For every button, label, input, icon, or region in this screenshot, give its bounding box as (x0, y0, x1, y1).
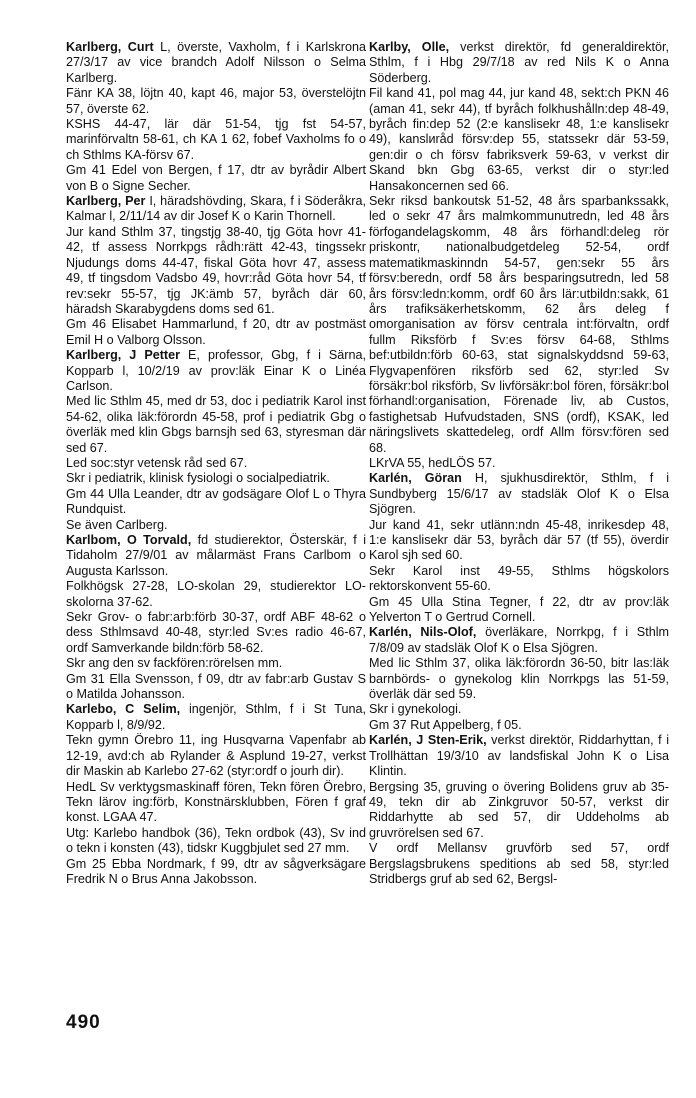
entry-name: Karlby, Olle, (369, 40, 450, 54)
entry-paragraph (66, 857, 366, 888)
entry-text: Sekr Karol inst 49-55, Sthlms högskolors rektorskonvent 55-60. (369, 563, 669, 594)
biography-entry (369, 40, 669, 471)
right-column (369, 40, 669, 887)
entry-name: Karlebo, C Selim, (66, 702, 181, 717)
entry-paragraph (66, 225, 366, 317)
entry-first-paragraph (369, 625, 669, 656)
biography-entry (66, 533, 366, 702)
entry-text: Gm 44 Ulla Leander, dtr av godsägare Olof L o Thyra Rundquist. (66, 486, 366, 517)
entry-text: Folkhögsk 27-28, LO-skolan 29, studierektor LO-skolorna 37-62. (66, 579, 366, 609)
biography-entry (369, 625, 669, 733)
entry-paragraph (66, 163, 366, 194)
entry-paragraph (66, 579, 366, 610)
biography-entry (369, 471, 669, 625)
entry-paragraph (66, 672, 366, 703)
entry-paragraph (66, 487, 366, 518)
entry-first-paragraph (66, 40, 366, 86)
entry-text: verkst direktör, fd generaldirektör, Sthlm, f i Hbg 29/7/18 av red Nils K o Anna Söderberg. (369, 40, 669, 85)
entry-paragraph (66, 471, 366, 486)
biography-entry (66, 194, 366, 348)
entry-first-paragraph (66, 348, 366, 394)
entry-text: Med lic Sthlm 37, olika läk:förordn 36-50, bitr las:läk barnbörds- o gynekolog klin Norrkpgs las 51-59, överläk där sed 59. (369, 656, 669, 702)
entry-name: Karlén, Nils-Olof, (369, 625, 477, 640)
entry-paragraph (66, 518, 366, 533)
left-column (66, 40, 366, 887)
entry-paragraph (369, 456, 669, 471)
entry-first-paragraph (369, 471, 669, 517)
entry-paragraph (66, 780, 366, 826)
entry-paragraph (66, 394, 366, 456)
entry-name: Karlberg, Per (66, 194, 146, 209)
entry-text: Skr i gynekologi. (369, 702, 462, 717)
entry-text: Jur kand Sthlm 37, tingstjg 38-40, tjg Göta hovr 41-42, tf assess Norrkpgs rådh:rätt 42-43, tingssekr Njudungs doms 44-47, fiskal Göta hovr 47, assess 49, tf tingsdom Vadsbo 49, hovr:råd Göta hovr 54, tf rev:sekr 55-57, tjg JK:ämb 57, byråch där 60, häradsh Skarabygdens doms sed 61. (66, 224, 366, 316)
biography-entry (66, 40, 366, 194)
entry-text: Med lic Sthlm 45, med dr 53, doc i pediatrik Karol inst 54-62, olika läk:förordn 45-58, prof i pediatrik Gbg o överläk med klin Gbgs barnsjh sed 63, styresman där sed 67. (66, 394, 366, 455)
biography-entry (66, 348, 366, 533)
entry-paragraph (369, 194, 669, 456)
entry-text: H, sjukhusdirektör, Sthlm, f i Sundbyberg 15/6/17 av stadsläk Olof K o Elsa Sjögren. (369, 471, 670, 517)
entry-paragraph (66, 117, 366, 163)
entry-paragraph (369, 718, 669, 733)
entry-paragraph (66, 656, 366, 671)
entry-name: Karlberg, Curt (66, 40, 154, 54)
entry-paragraph (369, 780, 669, 842)
entry-text: Sekr riksd bankoutsk 51-52, 48 års sparbankssakk, led o sekr 47 års malmkommunutredn, led 48 års förfogandelagskomm, 48 års förhandl:deleg rör priskontr, nationalbudgetdeleg 52-54, ordf matematikmaskinndn 54-57, gen:sekr 55 års försv:beredn, ordf 58 års besparingsutredn, led 58 års försv:ledn:komm, ordf 60 års lär:utbildn:sakk, 61 års trafiksäkerhetskomm, 62 års deleg f omorganisation av försv centrala int:förvaltn, ordf fullm Riksförb f Sv:es försv 64-68, Sthlms bef:utbildn:förb 60-63, stat signalskyddsnd 59-63, Flygvapenfören riksförb sed 62, styr:led Sv försäkr:bol riksförb, Sv livförsäkr:bol fören, försäkr:bol förhandl:organisation, Förenade liv, ab Custos, fastighetsab Hufvudstaden, SNS (ordf), KSAK, led näringslivets skattedeleg, ordf Allm försv:fören sed 68. (369, 194, 669, 455)
entry-text: Jur kand 41, sekr utlänn:ndn 45-48, inrikesdep 48, 1:e kanslisekr där 53, byråch där 57 (tf 55), överdir Karol sjh sed 60. (369, 517, 669, 563)
entry-text: Fänr KA 38, löjtn 40, kapt 46, major 53, överstelöjtn 57, överste 62. (66, 86, 366, 116)
entry-paragraph (369, 656, 669, 702)
entry-paragraph (369, 518, 669, 564)
entry-text: Tekn gymn Örebro 11, ing Husqvarna Vapenfabr ab 12-19, avd:ch ab Rylander & Asplund 19-27, verkst dir Maskin ab Karlebo 27-62 (styr:ordf o jourh dir). (66, 733, 366, 779)
entry-paragraph (66, 610, 366, 656)
entry-text: ingenjör, Sthlm, f i St Tuna, Kopparb l, 8/9/92. (66, 702, 366, 732)
entry-text: Skr ang den sv fackfören:rörelsen mm. (66, 656, 283, 671)
entry-text: E, professor, Gbg, f i Särna, Kopparb l, 10/2/19 av prov:läk Einar K o Linéa Carlson. (66, 348, 366, 393)
entry-text: V ordf Mellansv gruvförb sed 57, ordf Bergslagsbrukens speditions ab sed 58, styr:led Stridbergs gruf ab sed 62, Bergsl- (369, 841, 669, 886)
entry-paragraph (369, 564, 669, 595)
entry-text: Sekr Grov- o fabr:arb:förb 30-37, ordf ABF 48-62 o dess Sthlmsavd 40-48, styr:led Sv:es radio 46-67, ordf Samverkande bildn:förb 58-62. (66, 610, 366, 655)
entry-text: Bergsing 35, gruving o övering Bolidens gruv ab 35-49, tekn dir ab Zinkgruvor 50-57, verkst dir Riddarhytte ab sed 57, dir Uddeholms ab gruvrörelsen sed 67. (369, 779, 669, 840)
entry-name: Karlbom, O Torvald, (66, 533, 192, 547)
entry-text: Gm 45 Ulla Stina Tegner, f 22, dtr av prov:läk Yelverton T o Gertrud Cornell. (369, 594, 669, 625)
entry-text: överläkare, Norrkpg, f i Sthlm 7/8/09 av stadsläk Olof K o Elsa Sjögren. (369, 625, 670, 655)
entry-first-paragraph (66, 194, 366, 225)
entry-text: verkst direktör, Riddarhyttan, f i Trollhättan 19/3/10 av landsfiskal John K o Lisa Klintin. (369, 733, 669, 779)
entry-paragraph (369, 841, 669, 887)
entry-text: Gm 41 Edel von Bergen, f 17, dtr av byrådir Albert von B o Signe Secher. (66, 163, 366, 193)
entry-paragraph (66, 733, 366, 779)
entry-paragraph (369, 86, 669, 194)
entry-paragraph (66, 456, 366, 471)
entry-first-paragraph (369, 733, 669, 779)
biography-entry (369, 733, 669, 887)
entry-text: fd studierektor, Österskär, f i Tidaholm 27/9/01 av målarmäst Frans Carlbom o Augusta Karlsson. (66, 533, 366, 578)
entry-name: Karlberg, J Petter (66, 348, 181, 363)
entry-text: Gm 25 Ebba Nordmark, f 99, dtr av sågverksägare Fredrik N o Brus Anna Jakobsson. (66, 856, 366, 886)
entry-text: Led soc:styr vetensk råd sed 67. (66, 455, 248, 470)
page-number: 490 (66, 1012, 101, 1033)
entry-text: Gm 37 Rut Appelberg, f 05. (369, 717, 522, 732)
entry-text: HedL Sv verktygsmaskinaff fören, Tekn fören Örebro, Tekn lärov ing:förb, Konstnärsklubben, Fören f graf konst. LGAA 47. (66, 779, 366, 825)
entry-paragraph (369, 595, 669, 626)
biography-entry (66, 702, 366, 887)
entry-text: Gm 46 Elisabet Hammarlund, f 20, dtr av postmäst Emil H o Valborg Olsson. (66, 317, 366, 347)
entry-first-paragraph (66, 533, 366, 579)
entry-paragraph (66, 86, 366, 117)
entry-text: Se även Carlberg. (66, 517, 168, 532)
entry-text: Utg: Karlebo handbok (36), Tekn ordbok (43), Sv ind o tekn i konsten (43), tidskr Kuggbjulet sed 27 mm. (66, 825, 366, 856)
entry-first-paragraph (66, 702, 366, 733)
entry-text: Gm 31 Ella Svensson, f 09, dtr av fabr:arb Gustav S o Matilda Johansson. (66, 671, 366, 702)
entry-paragraph (369, 702, 669, 717)
entry-text: L, överste, Vaxholm, f i Karlskrona 27/3/17 av vice brandch Adolf Nilsson o Selma Karlberg. (66, 40, 366, 85)
entry-paragraph (66, 317, 366, 348)
entry-paragraph (66, 826, 366, 857)
entry-name: Karlén, Göran (369, 471, 462, 486)
entry-text: KSHS 44-47, lär där 51-54, tjg fst 54-57, marinförvaltn 58-61, ch KA 1 62, fobef Vaxholms fo o ch Sthlms KA-försv 67. (66, 117, 366, 162)
entry-name: Karlén, J Sten-Erik, (369, 733, 487, 748)
entry-text: I, häradshövding, Skara, f i Söderåkra, Kalmar l, 2/11/14 av dir Josef K o Karin Thornell. (66, 194, 366, 224)
entry-first-paragraph (369, 40, 669, 86)
entry-text: Fil kand 41, pol mag 44, jur kand 48, sekt:ch PKN 46 (aman 41, sekr 44), tf byråch folkhushålln:dep 48-49, byråch fin:dep 52 (2:e kanslisekr 48, 1:e kanslisekr 49), kanslиråd försv:dep 55, statssekr där 53-59, gen:dir o ch försv fabriksverk 59-63, v verkst dir Skand bkn Gbg 63-65, verkst dir o styr:led Hansakoncernen sed 66. (369, 86, 669, 193)
entry-text: Skr i pediatrik, klinisk fysiologi o socialpediatrik. (66, 471, 330, 486)
entry-text: LKrVA 55, hedLÖS 57. (369, 455, 496, 470)
